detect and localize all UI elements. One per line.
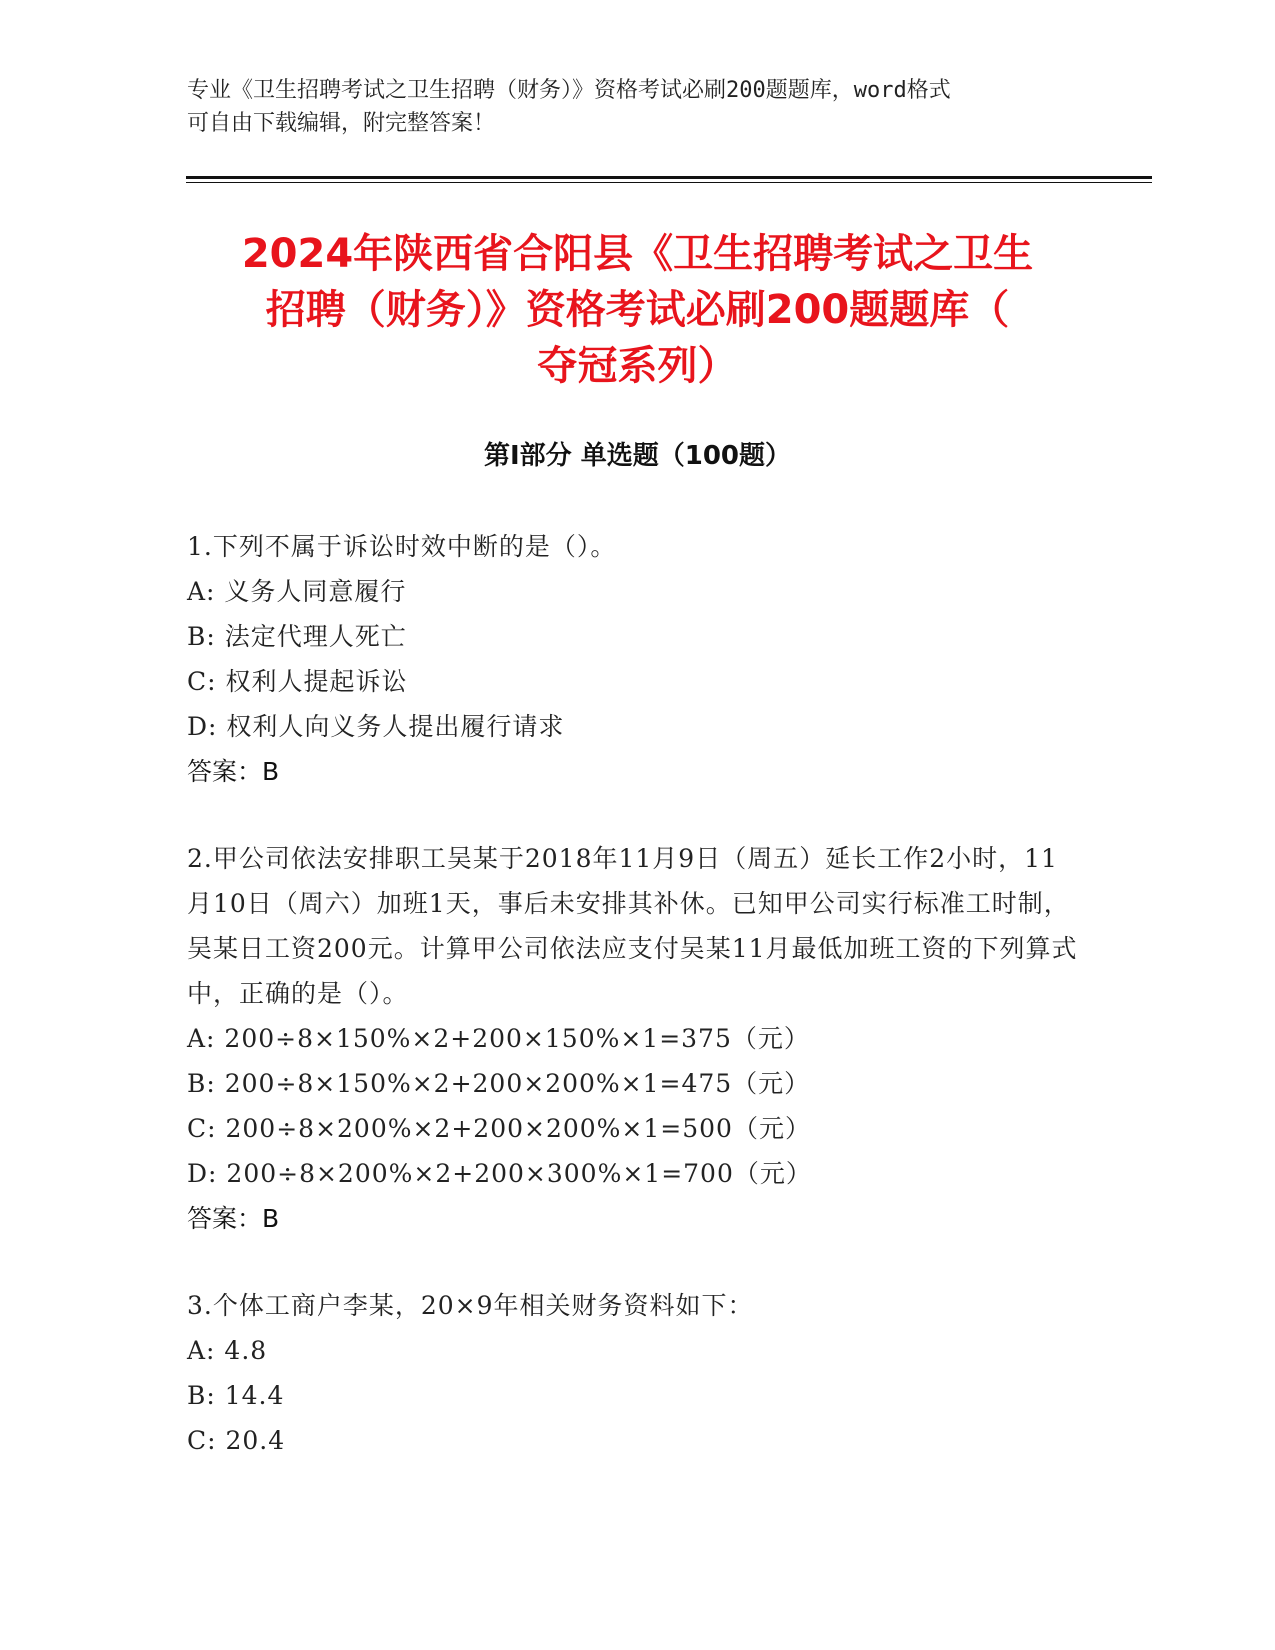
question-item xyxy=(187,836,1082,1241)
question-option: A: 200÷8×150%×2+200×150%×1=375（元） xyxy=(187,1024,810,1053)
question-stem: 3.个体工商户李某，20×9年相关财务资料如下： xyxy=(187,1291,754,1320)
question-stem: 2.甲公司依法安排职工吴某于2018年11月9日（周五）延长工作2小时，11月10日（周六）加班1天，事后未安排其补休。已知甲公司实行标准工时制，吴某日工资200元。计算甲公司依法应支付吴某11月最低加班工资的下列算式中，正确的是（）。 xyxy=(187,844,1078,1008)
header-note-line: 专业《卫生招聘考试之卫生招聘（财务）》资格考试必刷200题题库，word格式 xyxy=(187,78,951,103)
question-answer: 答案：B xyxy=(187,1204,280,1233)
header-rule-thin xyxy=(186,182,1152,183)
question-option: B: 200÷8×150%×2+200×200%×1=475（元） xyxy=(187,1069,811,1098)
question-option: C: 20.4 xyxy=(187,1426,286,1455)
question-option: A: 义务人同意履行 xyxy=(187,577,407,606)
question-option: B: 法定代理人死亡 xyxy=(187,622,407,651)
title-line: 夺冠系列） xyxy=(537,343,738,389)
question-stem: 1.下列不属于诉讼时效中断的是（）。 xyxy=(187,532,617,561)
title-line: 招聘（财务）》资格考试必刷200题题库（ xyxy=(265,287,1010,333)
question-list xyxy=(187,524,1082,1505)
header-rule xyxy=(186,176,1152,179)
question-answer: 答案：B xyxy=(187,757,280,786)
header-note-line: 可自由下载编辑，附完整答案！ xyxy=(187,111,496,136)
header-note xyxy=(187,74,1067,140)
title-line: 2024年陕西省合阳县《卫生招聘考试之卫生 xyxy=(241,231,1034,277)
question-option: C: 200÷8×200%×2+200×200%×1=500（元） xyxy=(187,1114,811,1143)
document-title xyxy=(150,226,1125,394)
question-item xyxy=(187,1283,1082,1463)
question-item xyxy=(187,524,1082,794)
question-option: A: 4.8 xyxy=(187,1336,268,1365)
question-option: C: 权利人提起诉讼 xyxy=(187,667,408,696)
question-option: B: 14.4 xyxy=(187,1381,285,1410)
section-heading: 第Ⅰ部分 单选题（100题） xyxy=(484,441,791,471)
question-option: D: 权利人向义务人提出履行请求 xyxy=(187,712,565,741)
question-option: D: 200÷8×200%×2+200×300%×1=700（元） xyxy=(187,1159,812,1188)
